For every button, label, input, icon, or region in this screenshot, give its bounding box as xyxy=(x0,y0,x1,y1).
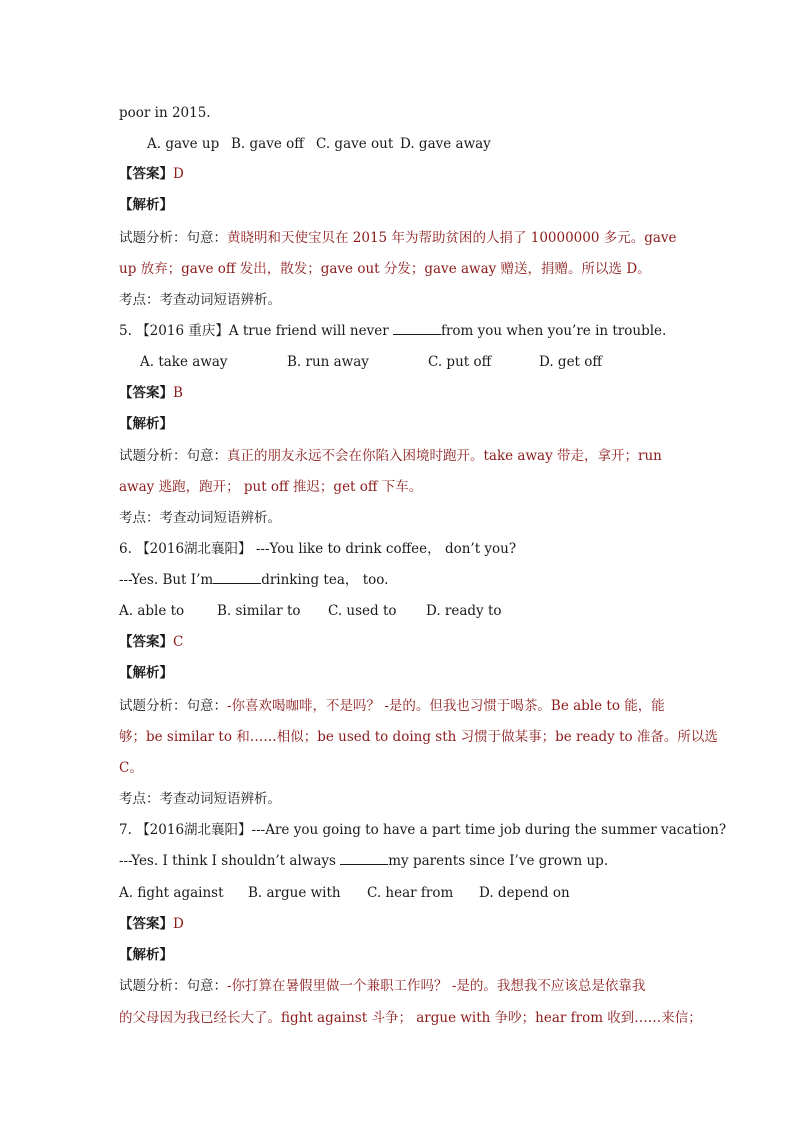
answer-value: C xyxy=(173,634,184,650)
kaodian: 考点：考查动词短语辨析。 xyxy=(119,791,281,807)
analysis-text: 真正的朋友永远不会在你陷入困境时跑开。take away 带走，拿开；run xyxy=(227,448,662,464)
option-d: D. depend on xyxy=(479,885,570,901)
option-c: C. gave out xyxy=(316,136,394,152)
answer-row xyxy=(119,632,183,652)
question-tag: 【2016湖北襄阳】 xyxy=(136,541,252,557)
blank xyxy=(213,571,261,584)
answer-label: 【答案】 xyxy=(119,634,173,650)
answer-value: D xyxy=(173,916,184,932)
question-6-stem-line2 xyxy=(119,570,388,590)
answer-label: 【答案】 xyxy=(119,916,173,932)
option-b: B. similar to xyxy=(217,603,301,619)
analysis-line xyxy=(119,696,665,716)
answer-row xyxy=(119,914,184,934)
option-b: B. gave off xyxy=(231,136,304,152)
question-6-stem xyxy=(119,539,516,559)
analysis-line: up 放弃；gave off 发出，散发；gave out 分发；gave away 赠送，捐赠。所以选 D。 xyxy=(119,261,651,277)
question-number: 7. xyxy=(119,822,132,838)
answer-label: 【答案】 xyxy=(119,385,173,401)
analysis-line xyxy=(119,446,662,466)
analysis-line: C。 xyxy=(119,760,143,776)
question-number: 5. xyxy=(119,323,132,339)
option-c: C. put off xyxy=(428,354,492,370)
analysis-text: -你打算在暑假里做一个兼职工作吗？ -是的。我想我不应该总是依靠我 xyxy=(227,978,646,994)
options-row xyxy=(147,134,491,154)
analysis-label: 【解析】 xyxy=(119,947,173,963)
analysis-prefix: 试题分析：句意： xyxy=(119,230,227,246)
stem-before: ---Yes. I think I shouldn’t always xyxy=(119,853,341,869)
option-c: C. hear from xyxy=(367,885,454,901)
analysis-text: 黄晓明和天使宝贝在 2015 年为帮助贫困的人捐了 10000000 多元。gave xyxy=(227,230,677,246)
question-number: 6. xyxy=(119,541,132,557)
analysis-line: 的父母因为我已经长大了。fight against 斗争； argue with 争吵；hear from 收到……来信； xyxy=(119,1010,702,1026)
question-tag: 【2016 重庆】 xyxy=(136,323,229,339)
analysis-label: 【解析】 xyxy=(119,416,173,432)
analysis-prefix: 试题分析：句意： xyxy=(119,978,227,994)
question-tag: 【2016湖北襄阳】 xyxy=(136,822,252,838)
analysis-line: 够；be similar to 和……相似；be used to doing sth 习惯于做某事；be ready to 准备。所以选 xyxy=(119,729,718,745)
stem-text: ---You like to drink coffee， don’t you? xyxy=(251,541,517,557)
blank xyxy=(340,852,388,865)
option-c: C. used to xyxy=(328,603,397,619)
stem-before: ---Yes. But I’m xyxy=(119,572,214,588)
answer-value: D xyxy=(173,166,184,182)
kaodian: 考点：考查动词短语辨析。 xyxy=(119,510,281,526)
option-a: A. take away xyxy=(140,354,228,370)
question-5-stem xyxy=(119,321,666,341)
answer-row xyxy=(119,164,184,184)
option-d: D. ready to xyxy=(426,603,502,619)
option-d: D. gave away xyxy=(400,136,491,152)
option-a: A. able to xyxy=(119,603,185,619)
stem-before: A true friend will never xyxy=(228,323,393,339)
option-b: B. argue with xyxy=(248,885,341,901)
blank xyxy=(393,322,441,335)
analysis-line xyxy=(119,228,677,248)
answer-row xyxy=(119,383,183,403)
analysis-line xyxy=(119,976,645,996)
question-7-stem-line2 xyxy=(119,851,608,871)
answer-value: B xyxy=(173,385,183,401)
answer-label: 【答案】 xyxy=(119,166,173,182)
options-row xyxy=(140,352,602,372)
stem-tail: poor in 2015. xyxy=(119,105,211,121)
analysis-label: 【解析】 xyxy=(119,665,173,681)
stem-after: drinking tea， too. xyxy=(261,572,389,588)
option-d: D. get off xyxy=(539,354,602,370)
option-a: A. fight against xyxy=(119,885,224,901)
analysis-prefix: 试题分析：句意： xyxy=(119,448,227,464)
stem-after: from you when you’re in trouble. xyxy=(440,323,667,339)
stem-text: ---Are you going to have a part time job during the summer vacation? xyxy=(251,822,727,838)
options-row xyxy=(119,883,570,903)
question-7-stem xyxy=(119,820,726,840)
analysis-prefix: 试题分析：句意： xyxy=(119,698,227,714)
option-b: B. run away xyxy=(287,354,369,370)
kaodian: 考点：考查动词短语辨析。 xyxy=(119,292,281,308)
analysis-line: away 逃跑，跑开； put off 推迟；get off 下车。 xyxy=(119,479,423,495)
analysis-label: 【解析】 xyxy=(119,197,173,213)
option-a: A. gave up xyxy=(147,136,220,152)
analysis-text: -你喜欢喝咖啡，不是吗？ -是的。但我也习惯于喝茶。Be able to 能，能 xyxy=(227,698,665,714)
options-row xyxy=(119,601,502,621)
stem-after: my parents since I’ve grown up. xyxy=(388,853,609,869)
